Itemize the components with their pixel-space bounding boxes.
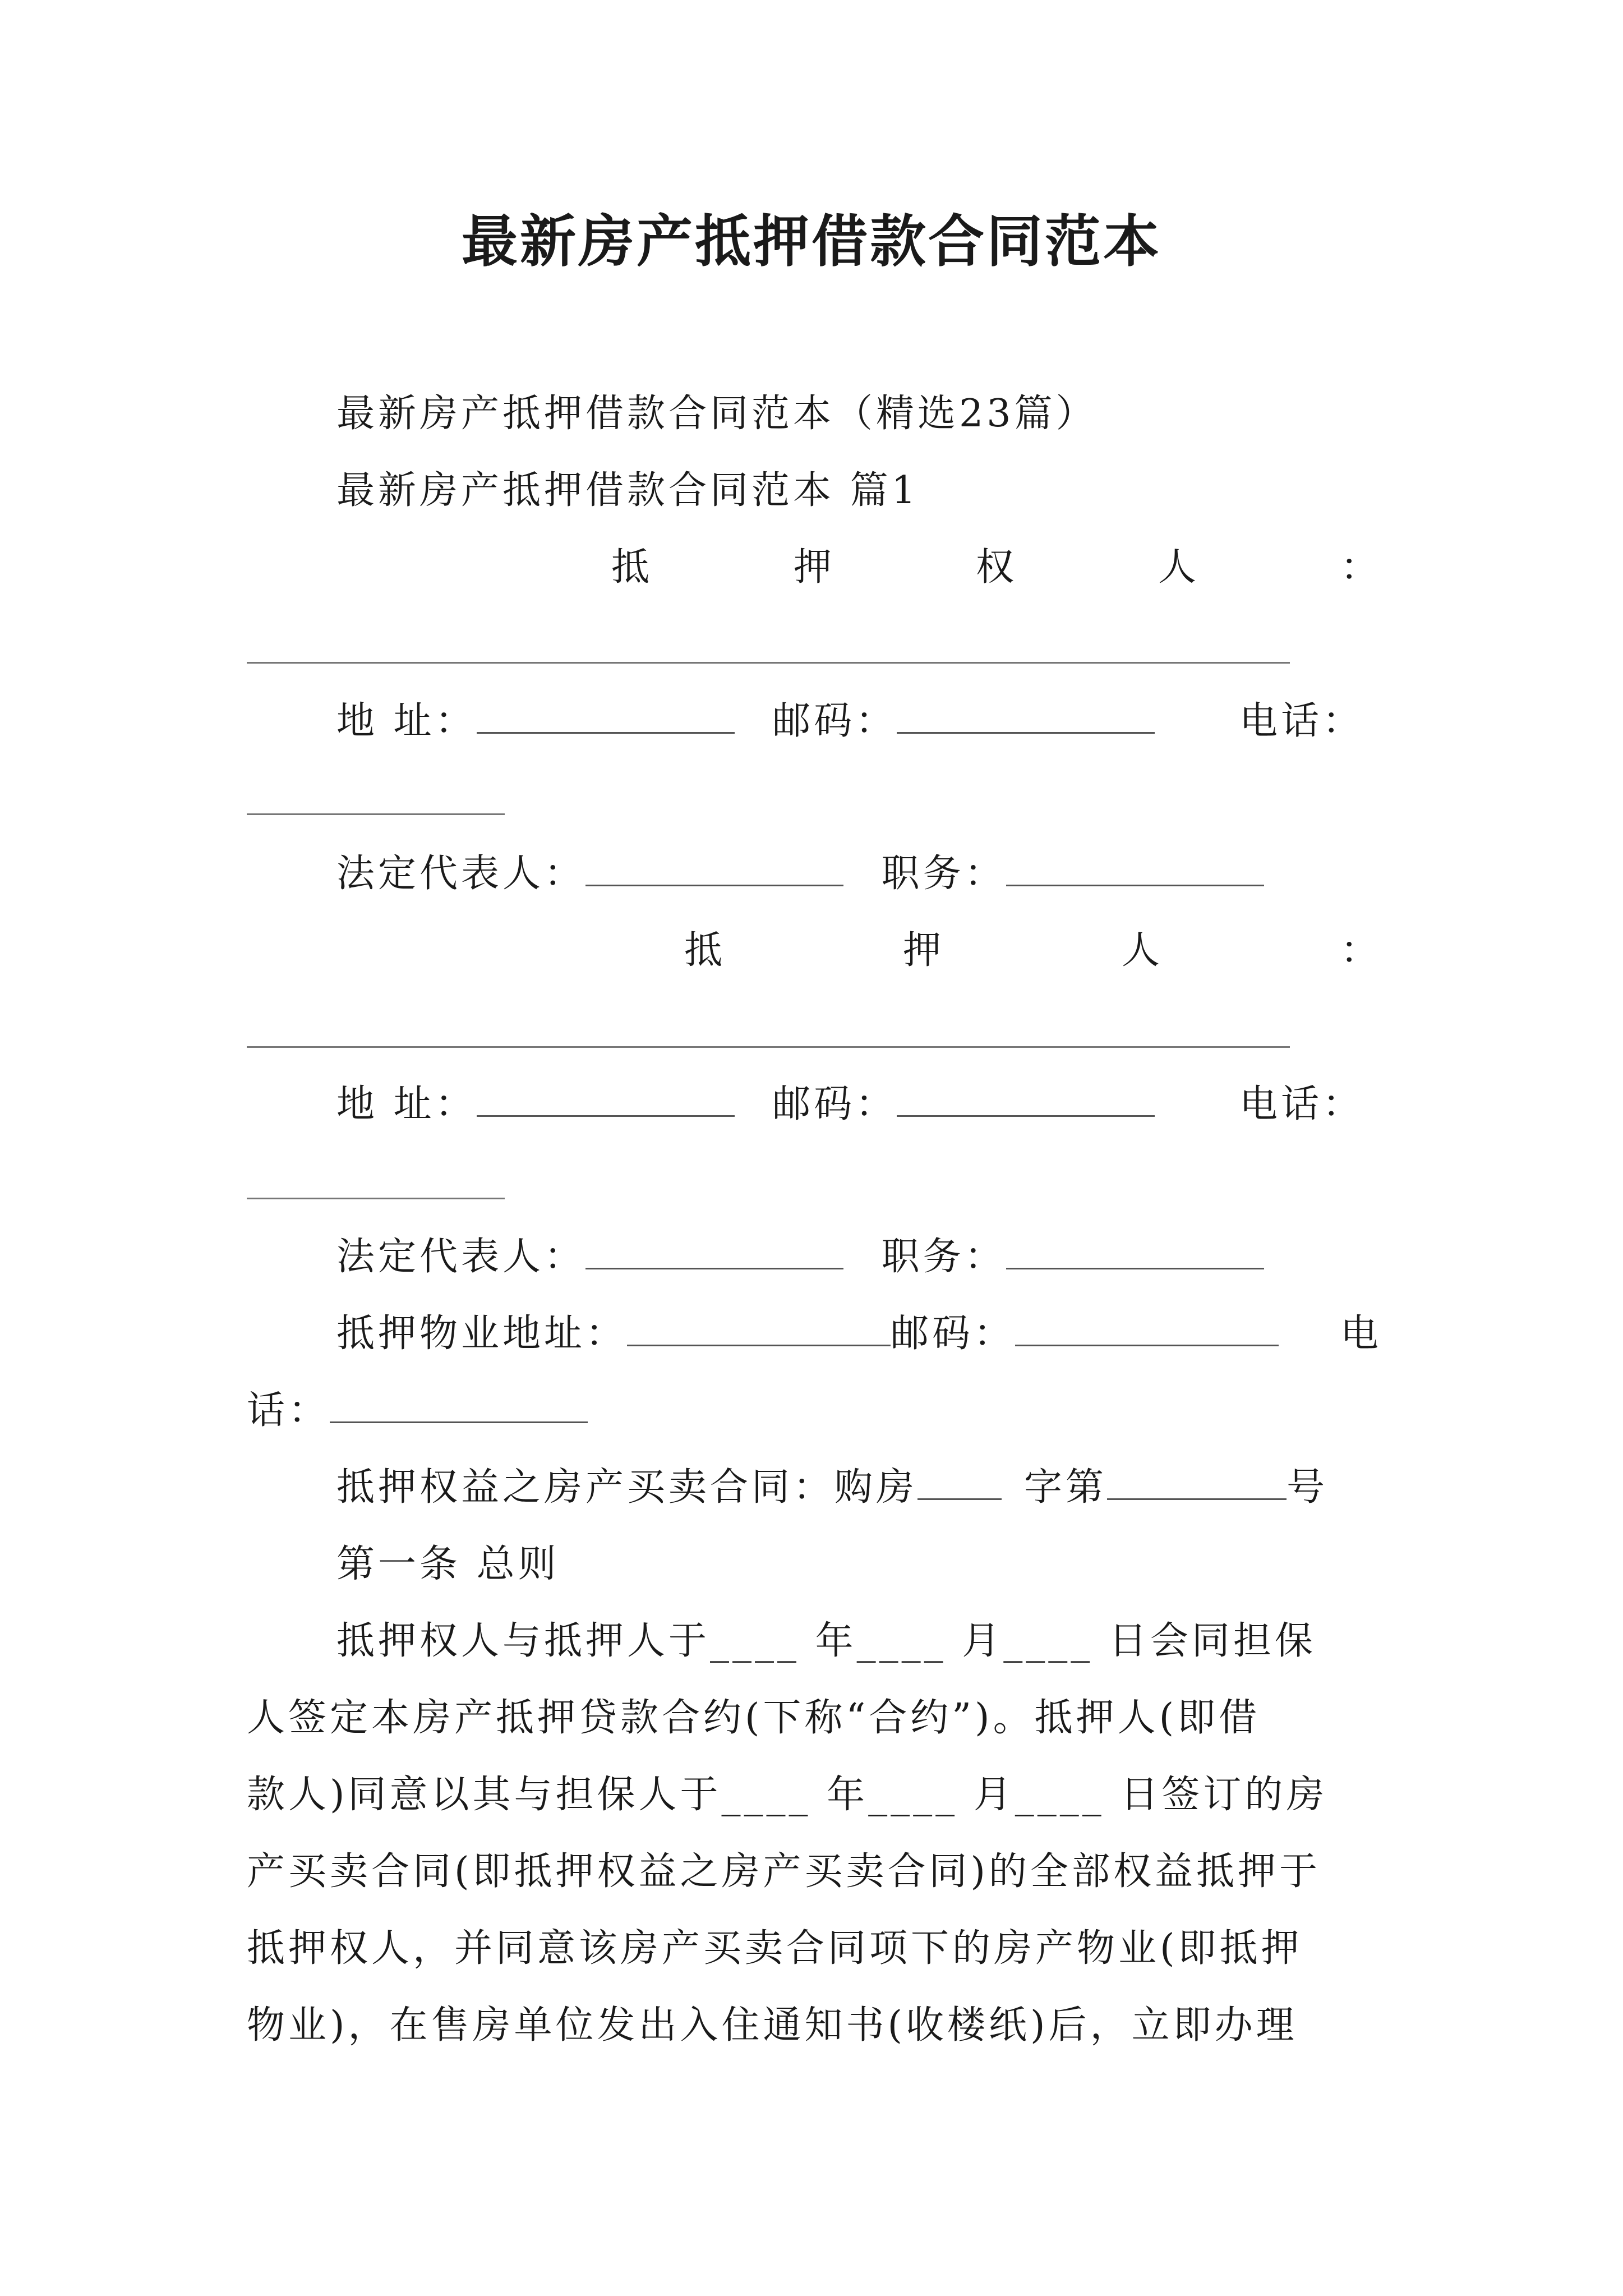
position-label: 职务：: [881, 1235, 1006, 1279]
mortgagee-label-char: 权: [976, 545, 1015, 590]
mortgagor-label-char: ：: [1340, 928, 1379, 973]
mortgagor-label-char: 押: [903, 928, 942, 973]
address-blank[interactable]: [477, 697, 735, 734]
postcode-label: 邮码：: [891, 1312, 1016, 1356]
document-title: 最新房产抵押借款合同范本: [462, 208, 1161, 274]
position-blank[interactable]: [1006, 1233, 1264, 1269]
mortgagee-address-row: [336, 694, 1155, 748]
address-blank[interactable]: [477, 1080, 735, 1117]
legal-rep-blank[interactable]: [585, 850, 843, 886]
phone-label: 电话：: [1239, 699, 1364, 743]
body-line: 抵押权人与抵押人于____ 年____ 月____ 日会同担保: [336, 1619, 1316, 1663]
article-one-heading: 第一条 总则: [336, 1542, 560, 1586]
mortgagee-legal-rep-row: [336, 847, 1264, 901]
postcode-label: 邮码：: [772, 699, 897, 743]
body-line: 产买卖合同(即抵押权益之房产买卖合同)的全部权益抵押于: [247, 1849, 1321, 1894]
contract-number-blank[interactable]: [1107, 1464, 1287, 1500]
contract-prefix-blank[interactable]: [917, 1464, 1002, 1500]
phone-blank[interactable]: [247, 813, 505, 815]
phone-blank[interactable]: [330, 1387, 588, 1423]
phone-label-part1: 电: [1340, 1312, 1382, 1356]
mortgagee-name-blank[interactable]: [247, 662, 1290, 664]
property-address-label: 抵押物业地址：: [336, 1312, 628, 1356]
mortgagor-label: [0, 924, 1623, 978]
mortgagee-label-char: 抵: [611, 545, 650, 590]
body-line: 物业)，在售房单位发出入住通知书(收楼纸)后，立即办理: [247, 2003, 1298, 2047]
property-address-row: [336, 1307, 1279, 1361]
legal-rep-label: 法定代表人：: [336, 1235, 586, 1279]
mortgagor-label-char: 人: [1122, 928, 1160, 973]
postcode-blank[interactable]: [897, 697, 1155, 734]
postcode-blank[interactable]: [897, 1080, 1155, 1117]
zi-di-label: 字第: [1024, 1465, 1108, 1510]
phone-label: 电话：: [1239, 1082, 1364, 1126]
postcode-label: 邮码：: [772, 1082, 897, 1126]
mortgagor-address-row: [336, 1078, 1155, 1131]
body-line: 款人)同意以其与担保人于____ 年____ 月____ 日签订的房: [247, 1773, 1328, 1817]
postcode-blank[interactable]: [1015, 1310, 1279, 1346]
legal-rep-blank[interactable]: [585, 1233, 843, 1269]
subtitle: 最新房产抵押借款合同范本（精选23篇）: [336, 392, 1098, 436]
mortgagor-label-char: 抵: [684, 928, 723, 973]
hao-label: 号: [1287, 1465, 1329, 1510]
property-address-blank[interactable]: [627, 1310, 891, 1346]
mortgagee-label: [0, 541, 1623, 595]
mortgagee-label-char: 人: [1158, 545, 1197, 590]
body-line: 人签定本房产抵押贷款合约(下称“合约”)。抵押人(即借: [247, 1696, 1261, 1740]
sale-contract-row: [336, 1461, 1328, 1515]
section-heading: 最新房产抵押借款合同范本 篇1: [336, 468, 919, 513]
position-blank[interactable]: [1006, 850, 1264, 886]
mortgagee-label-char: 押: [794, 545, 832, 590]
phone-blank[interactable]: [247, 1198, 505, 1199]
phone-label-part2: 话：: [247, 1388, 330, 1433]
position-label: 职务：: [881, 852, 1006, 896]
address-label: 地 址：: [336, 1082, 477, 1126]
legal-rep-label: 法定代表人：: [336, 852, 586, 896]
mortgagor-name-blank[interactable]: [247, 1046, 1290, 1048]
phone-row: [247, 1384, 588, 1438]
mortgagee-label-char: ：: [1340, 545, 1379, 590]
address-label: 地 址：: [336, 699, 477, 743]
sale-contract-label: 抵押权益之房产买卖合同：购房: [336, 1465, 918, 1510]
mortgagor-legal-rep-row: [336, 1230, 1264, 1284]
body-line: 抵押权人，并同意该房产买卖合同项下的房产物业(即抵押: [247, 1926, 1303, 1971]
